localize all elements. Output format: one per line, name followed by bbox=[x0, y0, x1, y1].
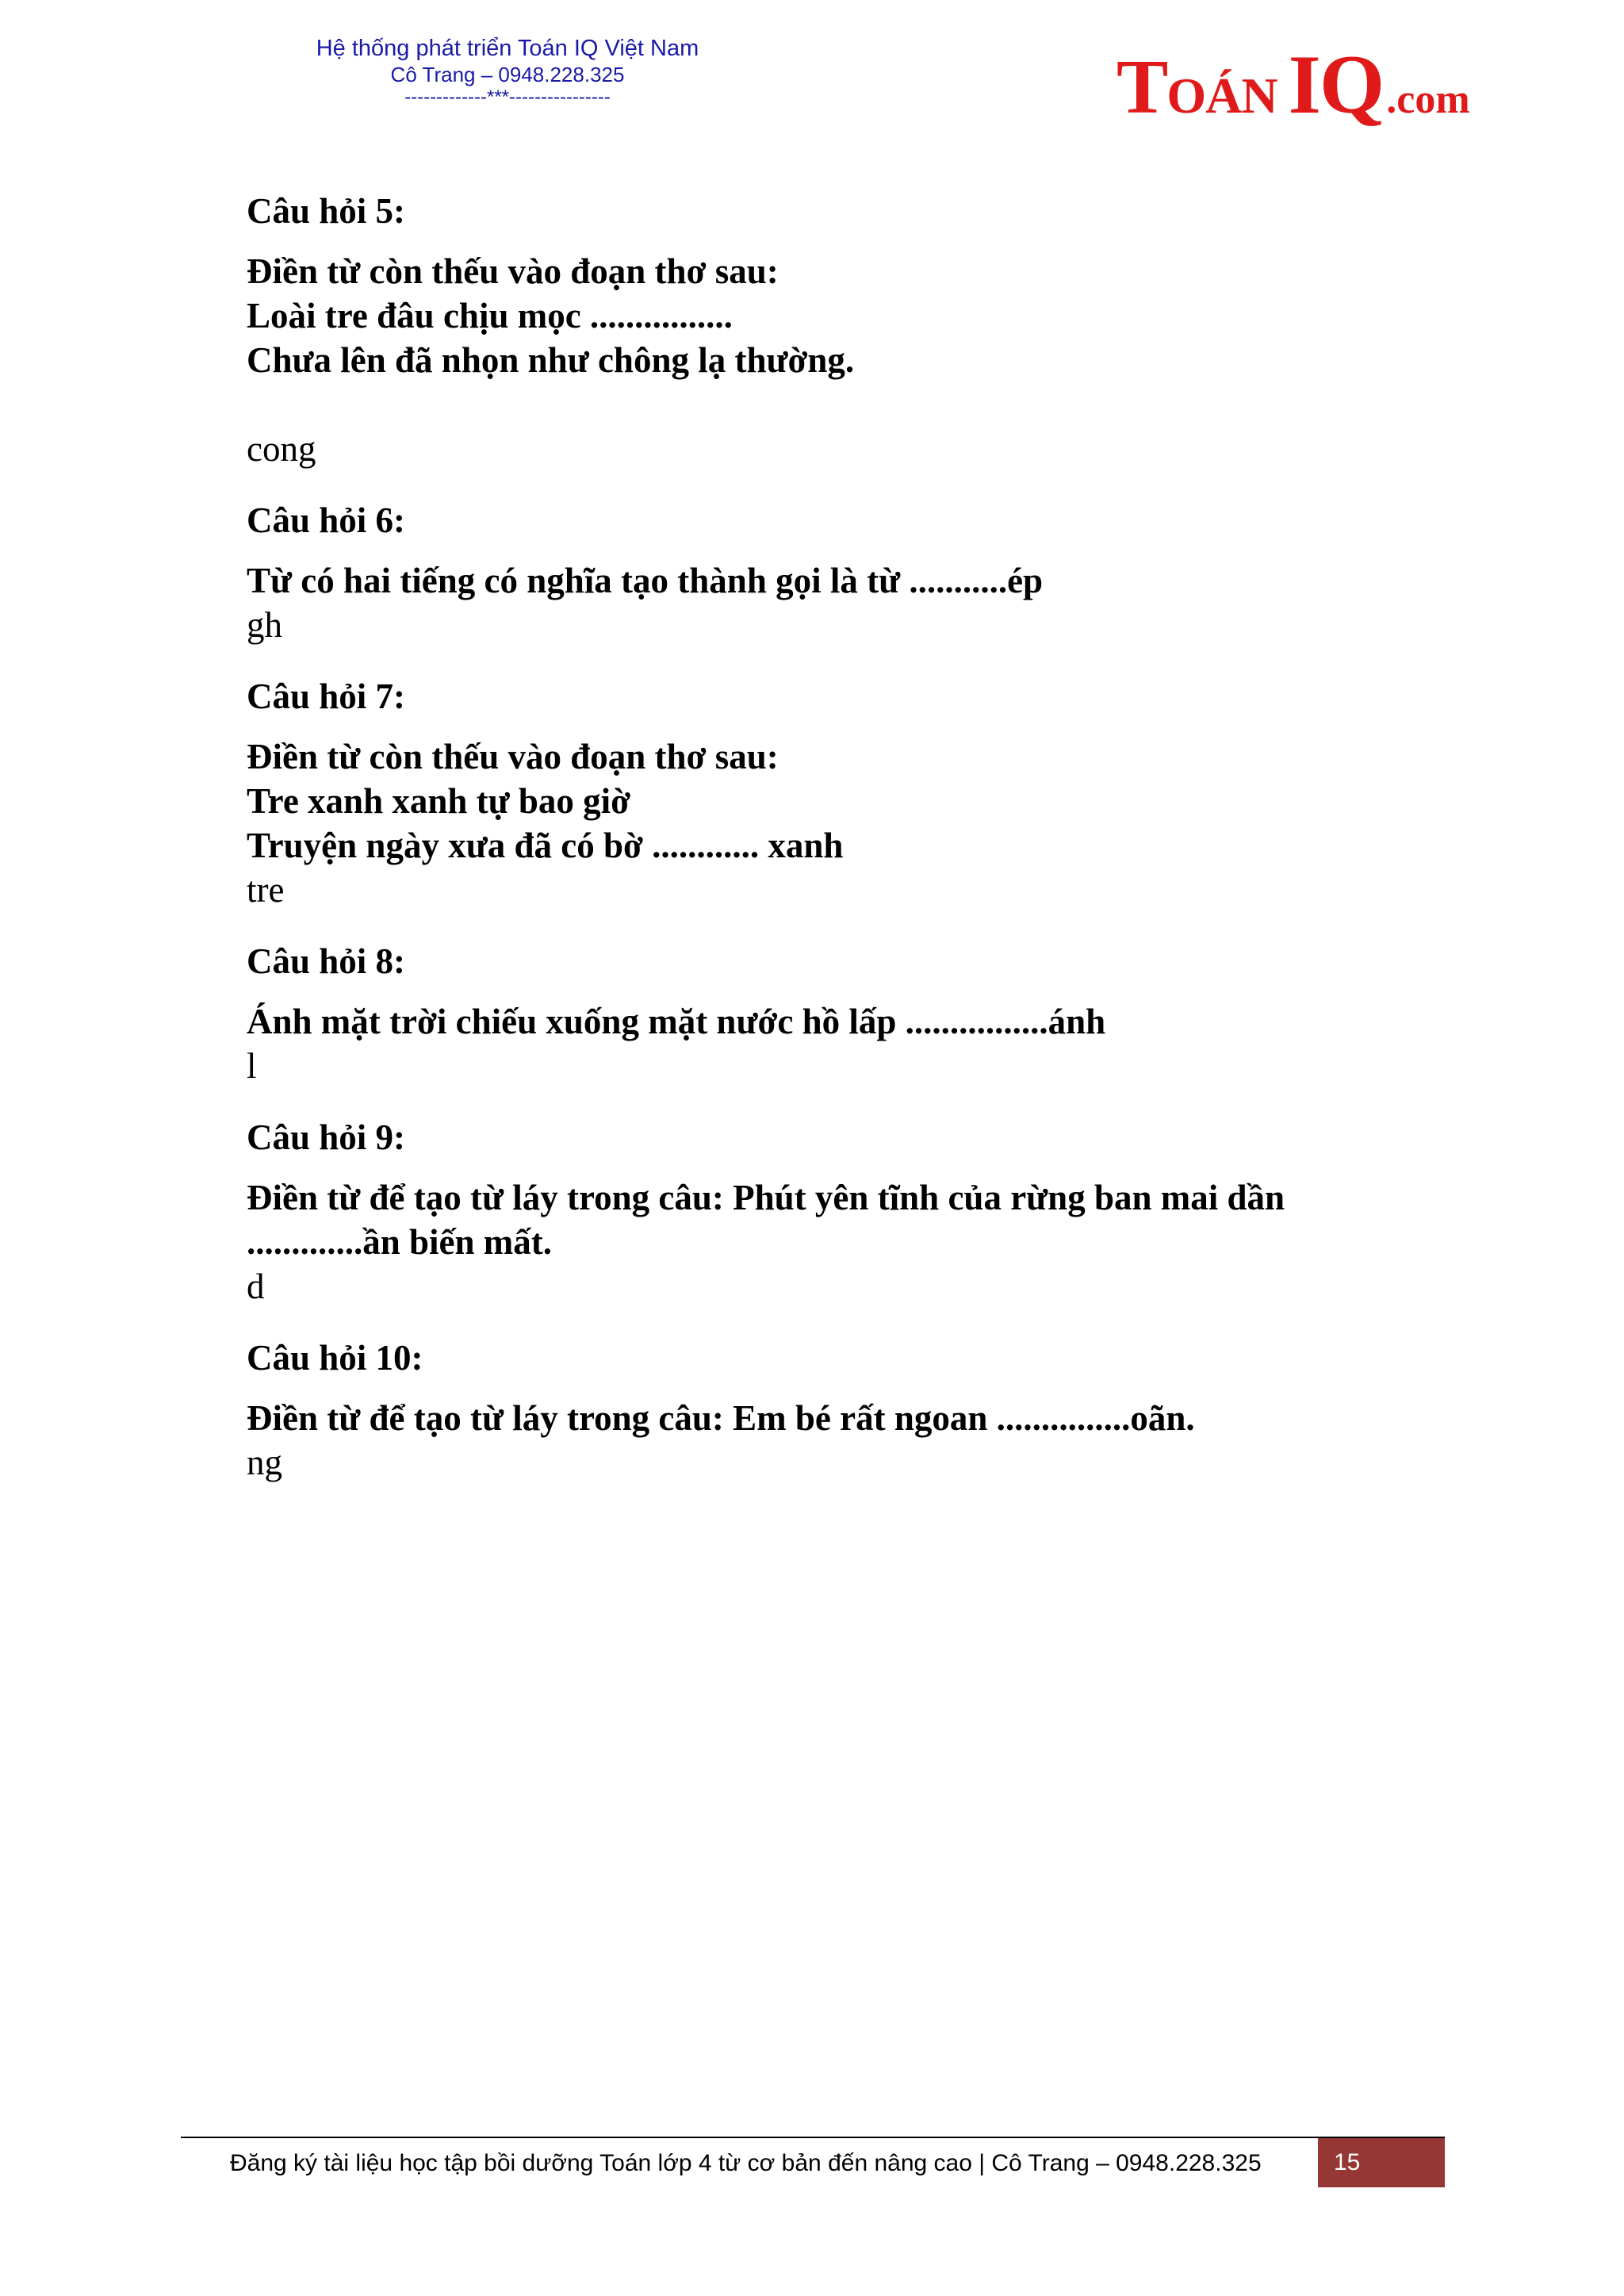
question-6 bbox=[247, 498, 1388, 647]
question-line: .............ần biến mất. bbox=[247, 1222, 553, 1262]
question-9 bbox=[247, 1115, 1388, 1309]
question-line: Tre xanh xanh tự bao giờ bbox=[247, 781, 631, 821]
question-answer: cong bbox=[247, 429, 316, 469]
logo-iq: IQ bbox=[1288, 38, 1384, 131]
question-answer: l bbox=[247, 1046, 257, 1086]
question-answer: d bbox=[247, 1267, 265, 1306]
question-title: Câu hỏi 10: bbox=[247, 1338, 423, 1378]
header-contact: Cô Trang – 0948.228.325 bbox=[390, 63, 625, 86]
header-org-name: Hệ thống phát triển Toán IQ Việt Nam bbox=[316, 36, 699, 61]
question-title: Câu hỏi 9: bbox=[247, 1117, 406, 1157]
question-line: Truyện ngày xưa đã có bờ ............ xanh bbox=[247, 826, 844, 865]
toaniq-logo bbox=[1116, 36, 1470, 140]
question-line: Chưa lên đã nhọn như chông lạ thường. bbox=[247, 340, 855, 380]
header-info bbox=[301, 35, 714, 108]
question-answer: ng bbox=[247, 1443, 282, 1482]
question-title: Câu hỏi 5: bbox=[247, 191, 406, 231]
question-list bbox=[247, 189, 1388, 1512]
question-line: Loài tre đâu chịu mọc ................ bbox=[247, 296, 733, 335]
question-10 bbox=[247, 1336, 1388, 1485]
question-answer: tre bbox=[247, 870, 285, 910]
question-5 bbox=[247, 189, 1388, 471]
question-line: Ánh mặt trời chiếu xuống mặt nước hồ lấp ................ánh bbox=[247, 1002, 1106, 1041]
question-line: Điền từ còn thếu vào đoạn thơ sau: bbox=[247, 251, 779, 291]
question-line: Điền từ để tạo từ láy trong câu: Phút yên tĩnh của rừng ban mai dần bbox=[247, 1178, 1285, 1217]
question-title: Câu hỏi 7: bbox=[247, 677, 406, 716]
logo-t: T bbox=[1116, 44, 1167, 130]
footer-text: Đăng ký tài liệu học tập bồi dưỡng Toán lớp 4 từ cơ bản đến nâng cao | Cô Trang – 0948.228.325 bbox=[230, 2150, 1262, 2176]
question-line: Từ có hai tiếng có nghĩa tạo thành gọi là từ ...........ép bbox=[247, 561, 1044, 600]
logo-dotcom: .com bbox=[1386, 77, 1470, 122]
page-number: 15 bbox=[1318, 2138, 1445, 2187]
question-title: Câu hỏi 6: bbox=[247, 500, 406, 540]
header-divider: -------------***---------------- bbox=[404, 86, 611, 108]
question-line: Điền từ để tạo từ láy trong câu: Em bé rất ngoan ...............oãn. bbox=[247, 1398, 1195, 1438]
question-title: Câu hỏi 8: bbox=[247, 941, 406, 981]
logo-oan: OÁN bbox=[1166, 67, 1277, 124]
footer-divider bbox=[181, 2137, 1445, 2138]
question-line: Điền từ còn thếu vào đoạn thơ sau: bbox=[247, 737, 779, 776]
question-7 bbox=[247, 674, 1388, 912]
question-answer: gh bbox=[247, 605, 282, 645]
question-8 bbox=[247, 939, 1388, 1088]
